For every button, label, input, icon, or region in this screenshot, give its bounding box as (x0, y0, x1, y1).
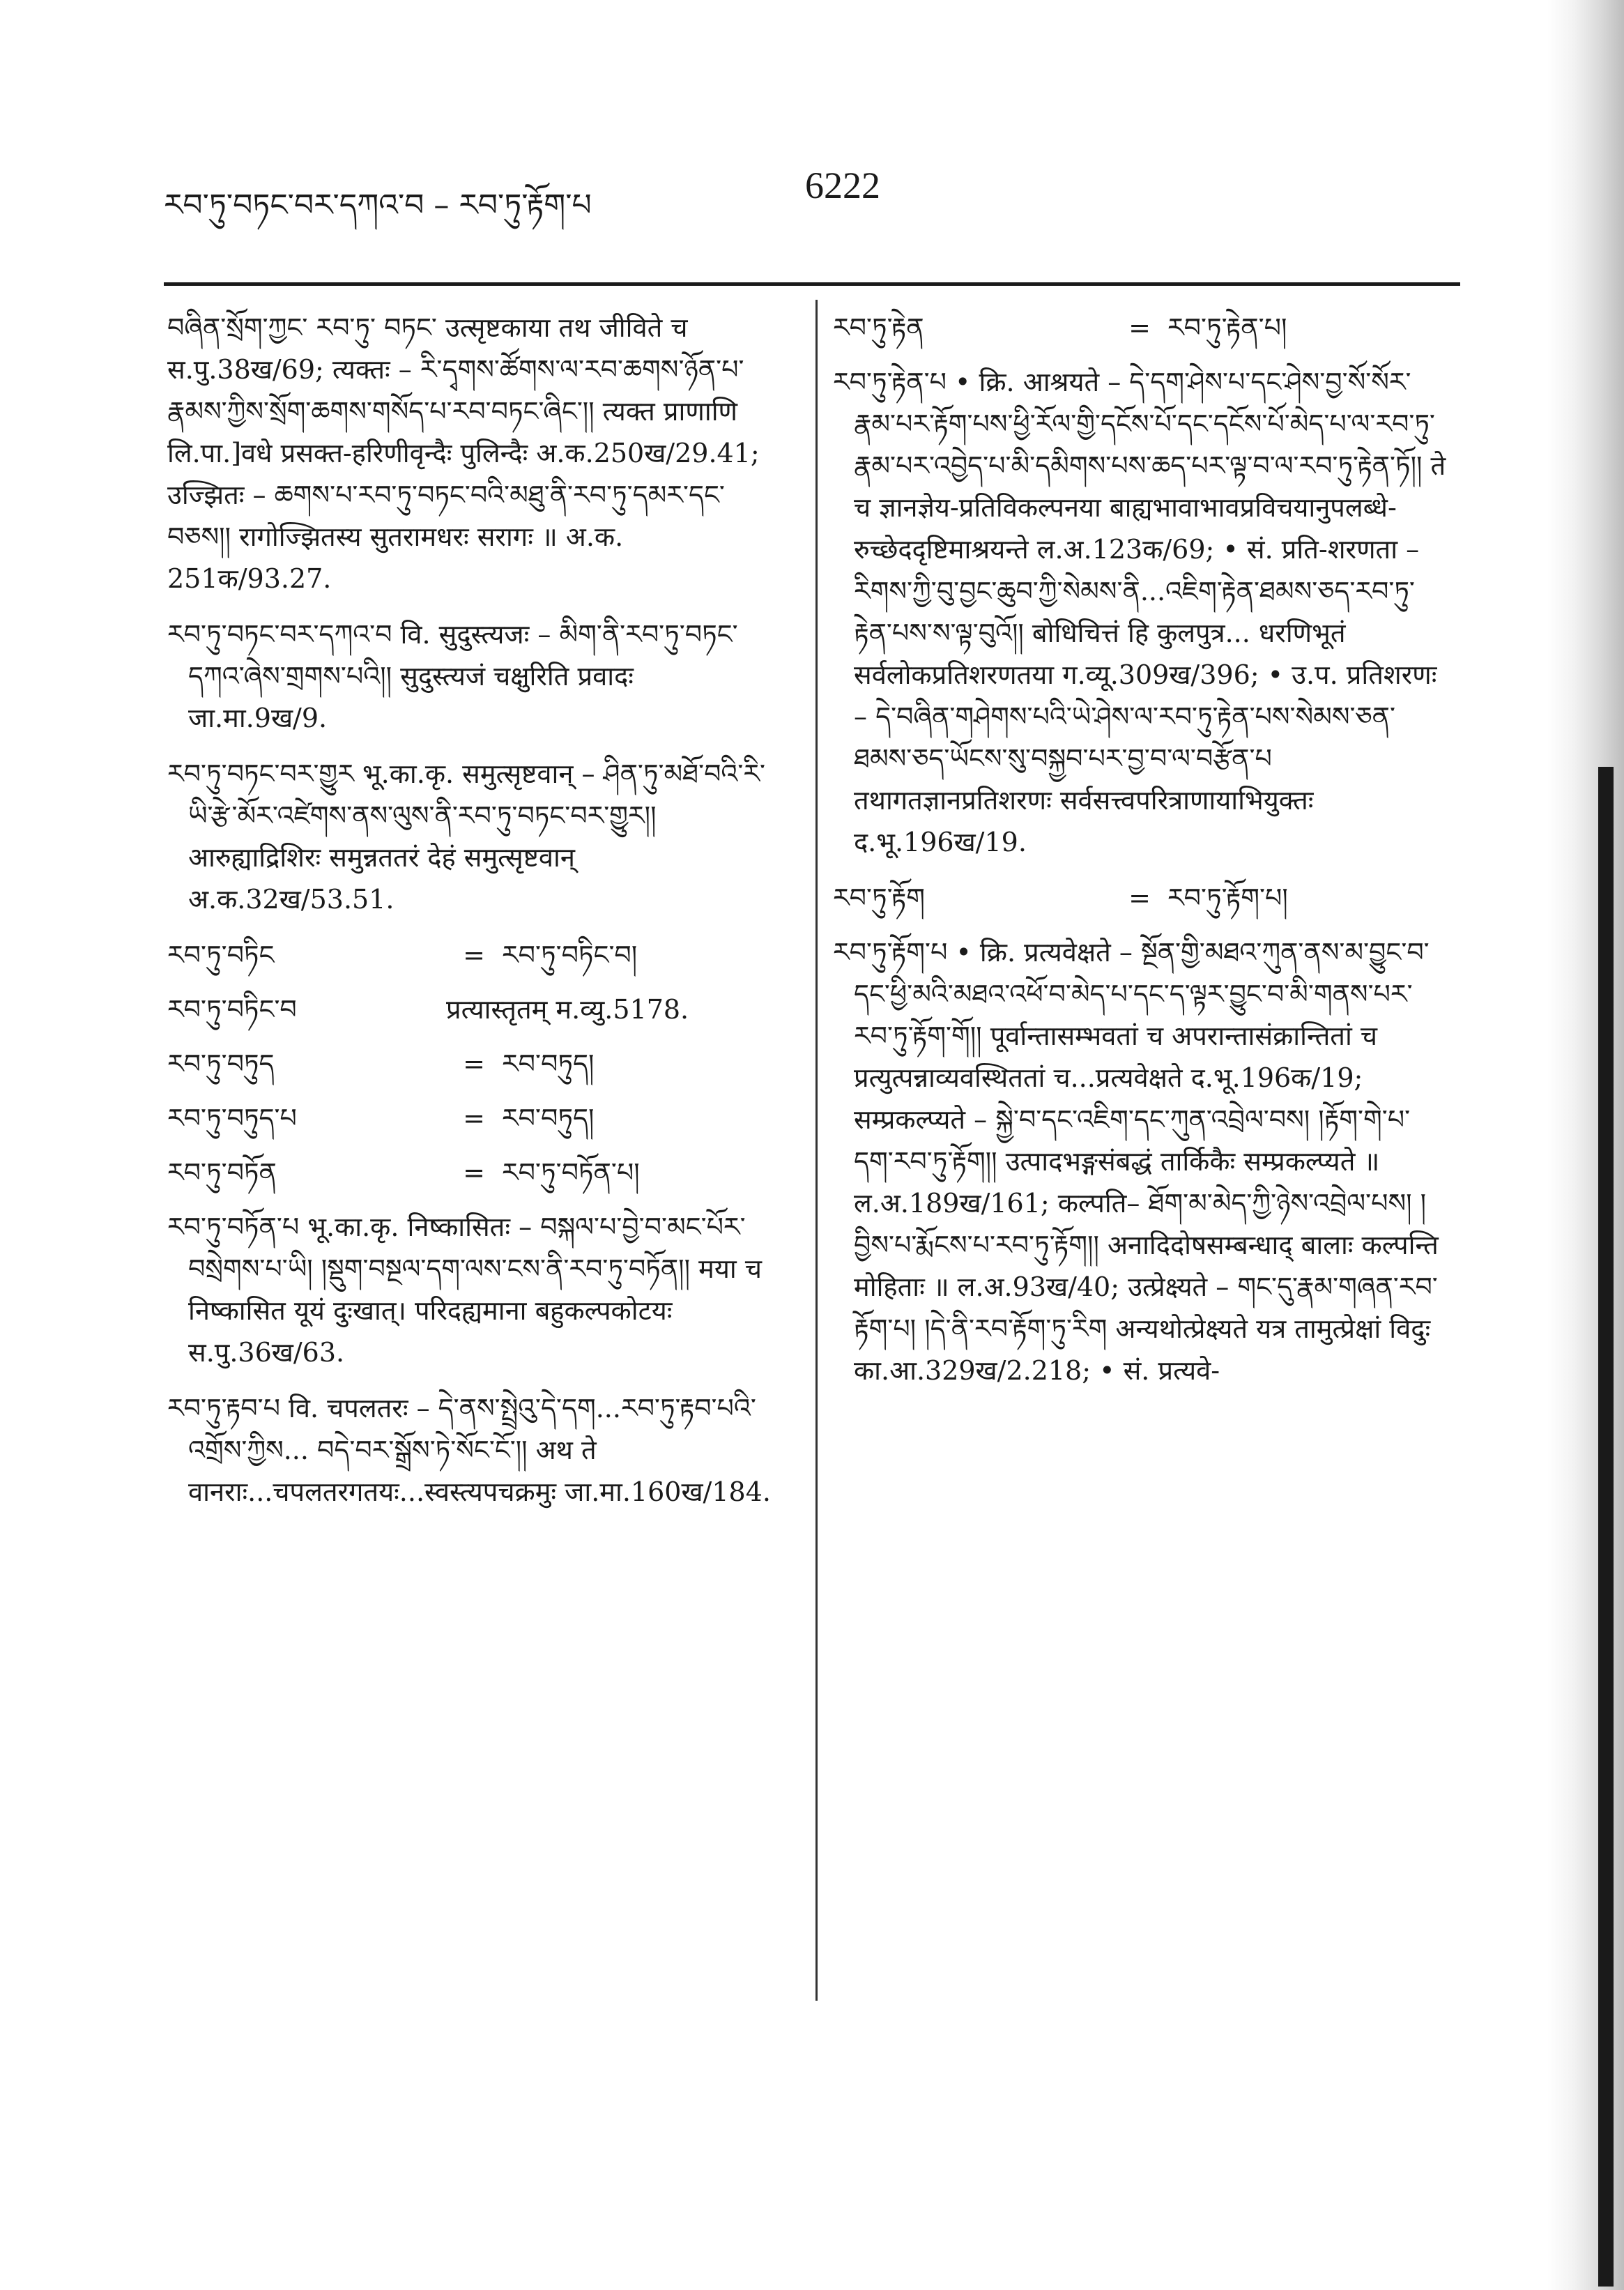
page-header (164, 164, 1460, 223)
column-divider (815, 300, 818, 2001)
page-number: 6222 (805, 165, 880, 206)
header-rule (164, 282, 1460, 286)
headword: རབ་ཏུ་རྟེན (833, 312, 924, 343)
headword: རབ་ཏུ་བཏུད (167, 1048, 275, 1079)
running-head: རབ་ཏུ་བཏང་བར་དཀའ་བ – རབ་ཏུ་རྟོག་པ (164, 188, 592, 223)
cross-reference (167, 934, 781, 976)
reference-target: རབ་ཏུ་བཏོན་པ། (502, 1157, 640, 1188)
headword: རབ་ཏུ་བཏིང (167, 940, 275, 970)
reference-target: རབ་ཏུ་རྟོག་པ། (1167, 883, 1288, 913)
headword: རབ་ཏུ་རྟོག (833, 883, 926, 913)
equals-sign: = (463, 940, 485, 970)
cross-reference (167, 988, 781, 1030)
equals-sign: = (463, 1048, 485, 1079)
scan-edge-bar (1598, 767, 1614, 2287)
dictionary-entry: རབ་ཏུ་བཏང་བར་གྱུར भू.का.कृ. समुत्सृष्टवान् – ཤིན་ཏུ་མཐོ་བའི་རི་ཡི་རྩེ་མོར་འཛེགས་ནས་ལུས་ནི་རབ་ཏུ་བཏང་བར་གྱུར།། आरुह्याद्रिशिरः समुन्नततरं देहं समुत्सृष्टवान् अ.क.32ख/53.51. (167, 758, 766, 915)
cross-reference (167, 1043, 781, 1085)
headword: རབ་ཏུ་བཏོན (167, 1157, 277, 1188)
reference-target: རབ་ཏུ་རྟེན་པ། (1167, 312, 1287, 343)
equals-sign: = (463, 1103, 485, 1133)
right-column (833, 307, 1446, 1405)
cross-reference (167, 1152, 781, 1193)
left-column (167, 307, 781, 1527)
dictionary-entry: རབ་ཏུ་རྟབ་པ वि. चपलतरः – དེ་ནས་སྤྲེའུ་དེ་དག...རབ་ཏུ་རྟབ་པའི་འགྲོས་ཀྱིས... བདེ་བར་སྒྲོས་ཏེ་སོང་ངོ་།། अथ ते वानराः...चपलतरगतयः...स्वस्त्यपचक्रमुः जा.मा.160ख/184. (167, 1393, 771, 1507)
dictionary-entry: རབ་ཏུ་རྟེན་པ • क्रि. आश्रयते – དེ་དག་ཤེས་པ་དང་ཤེས་བྱ་སོ་སོར་རྣམ་པར་རྟོག་པས་ཕྱི་རོལ་གྱི་དངོས་པོ་དང་དངོས་པོ་མེད་པ་ལ་རབ་ཏུ་རྣམ་པར་འབྱེད་པ་མི་དམིགས་པས་ཆད་པར་ལྟ་བ་ལ་རབ་ཏུ་རྟེན་ཏོ།། ते च ज्ञानज्ञेय-प्रतिविकल्पनया बाह्यभावाभावप्रविचयानुपलब्धे-रुच्छेददृष्टिमाश्रयन्ते ल.अ.123क/69; • सं. प्रति-शरणता – རིགས་ཀྱི་བུ་བྱང་ཆུབ་ཀྱི་སེམས་ནི...འཇིག་རྟེན་ཐམས་ཅད་རབ་ཏུ་རྟེན་པས་ས་ལྟ་བུའོ།། बोधिचित्तं हि कुलपुत्र... धरणिभूतं सर्वलोकप्रतिशरणतया ग.व्यू.309ख/396; • उ.प. प्रतिशरणः – དེ་བཞིན་གཤེགས་པའི་ཡེ་ཤེས་ལ་རབ་ཏུ་རྟེན་པས་སེམས་ཅན་ཐམས་ཅད་ཡོངས་སུ་བསྐྱབ་པར་བྱ་བ་ལ་བརྩོན་པ तथागतज्ञानप्रतिशरणः सर्वसत्त्वपरित्राणायाभियुक्तः द.भू.196ख/19. (833, 367, 1446, 857)
equals-sign: = (1128, 883, 1151, 913)
equals-sign: = (463, 1157, 485, 1188)
dictionary-entry: རབ་ཏུ་བཏོན་པ भू.का.कृ. निष्कासितः – བསྐལ་པ་བྱེ་བ་མང་པོར་བསྲེགས་པ་ཡི། །སྡུག་བསྔལ་དག་ལས་ངས་ནི་རབ་ཏུ་བཏོན།། मया च निष्कासित यूयं दुःखात्। परिदह्यमाना बहुकल्पकोटयः स.पु.36ख/63. (167, 1212, 762, 1368)
dictionary-entry: རབ་ཏུ་བཏང་བར་དཀའ་བ वि. सुदुस्त्यजः – མིག་ནི་རབ་ཏུ་བཏང་དཀའ་ཞེས་གྲགས་པའི།། सुदुस्त्यजं चक्षुरिति प्रवादः जा.मा.9ख/9. (167, 619, 738, 733)
cross-reference (167, 1097, 781, 1139)
reference-target: རབ་བཏུད། (502, 1048, 595, 1079)
dictionary-entry: བཞིན་སྲོག་ཀྱང་ རབ་ཏུ་ བཏང་ उत्सृष्टकाया तथ जीविते च स.पु.38ख/69; त्यक्तः – རི་དྭགས་ཚོགས་ལ་རབ་ཆགས་ཉོན་པ་རྣམས་ཀྱིས་སྲོག་ཆགས་གསོད་པ་རབ་བཏང་ཞིང་།། त्यक्त प्राणाणि लि.पा.]वधे प्रसक्त-हरिणीवृन्दैः पुलिन्दैः अ.क.250ख/29.41; उज्झितः – ཆགས་པ་རབ་ཏུ་བཏང་བའི་མཐུ་ནི་རབ་ཏུ་དམར་དང་བཅས།། रागोज्झितस्य सुतरामधरः सरागः ॥ अ.क. 251क/93.27. (167, 312, 760, 594)
cross-reference (833, 307, 1446, 349)
equals-sign: = (1128, 312, 1151, 343)
cross-reference (833, 877, 1446, 919)
reference-target: རབ་བཏུད། (502, 1103, 595, 1133)
headword: རབ་ཏུ་བཏིང་བ (167, 994, 297, 1025)
headword: རབ་ཏུ་བཏུད་པ (167, 1103, 297, 1133)
reference-target: प्रत्यास्तृतम् म.व्यु.5178. (446, 994, 689, 1025)
reference-target: རབ་ཏུ་བཏིང་བ། (502, 940, 638, 970)
dictionary-entry: རབ་ཏུ་རྟོག་པ • क्रि. प्रत्यवेक्षते – སྔོན་གྱི་མཐའ་ཀུན་ནས་མ་བྱུང་བ་དང་ཕྱི་མའི་མཐའ་འཕོ་བ་མེད་པ་དང་ད་ལྟར་བྱུང་བ་མི་གནས་པར་རབ་ཏུ་རྟོག་གོ།། पूर्वान्तासम्भवतां च अपरान्तासंक्रान्तितां च प्रत्युत्पन्नाव्यवस्थिततां च...प्रत्यवेक्षते द.भू.196क/19; सम्प्रकल्प्यते – སྐྱེ་བ་དང་འཇིག་དང་ཀུན་འབྲེལ་བས། །རྟོག་གེ་པ་དག་རབ་ཏུ་རྟོག།། उत्पादभङ्गसंबद्धं तार्किकैः सम्प्रकल्प्यते ॥ ल.अ.189ख/161; कल्पति– ཐོག་མ་མེད་ཀྱི་ཉེས་འབྲེལ་པས། །བྱིས་པ་རྨོངས་པ་རབ་ཏུ་རྟོག།། अनादिदोषसम्बन्धाद् बालाः कल्पन्ति मोहिताः ॥ ल.अ.93ख/40; उत्प्रेक्ष्यते – གང་དུ་རྣམ་གཞན་རབ་རྟོག་པ། །དེ་ནི་རབ་རྟོག་ཏུ་རིག अन्यथोत्प्रेक्ष्यते यत्र तामुत्प्रेक्षां विदुः का.आ.329ख/2.218; • सं. प्रत्यवे- (833, 937, 1439, 1386)
